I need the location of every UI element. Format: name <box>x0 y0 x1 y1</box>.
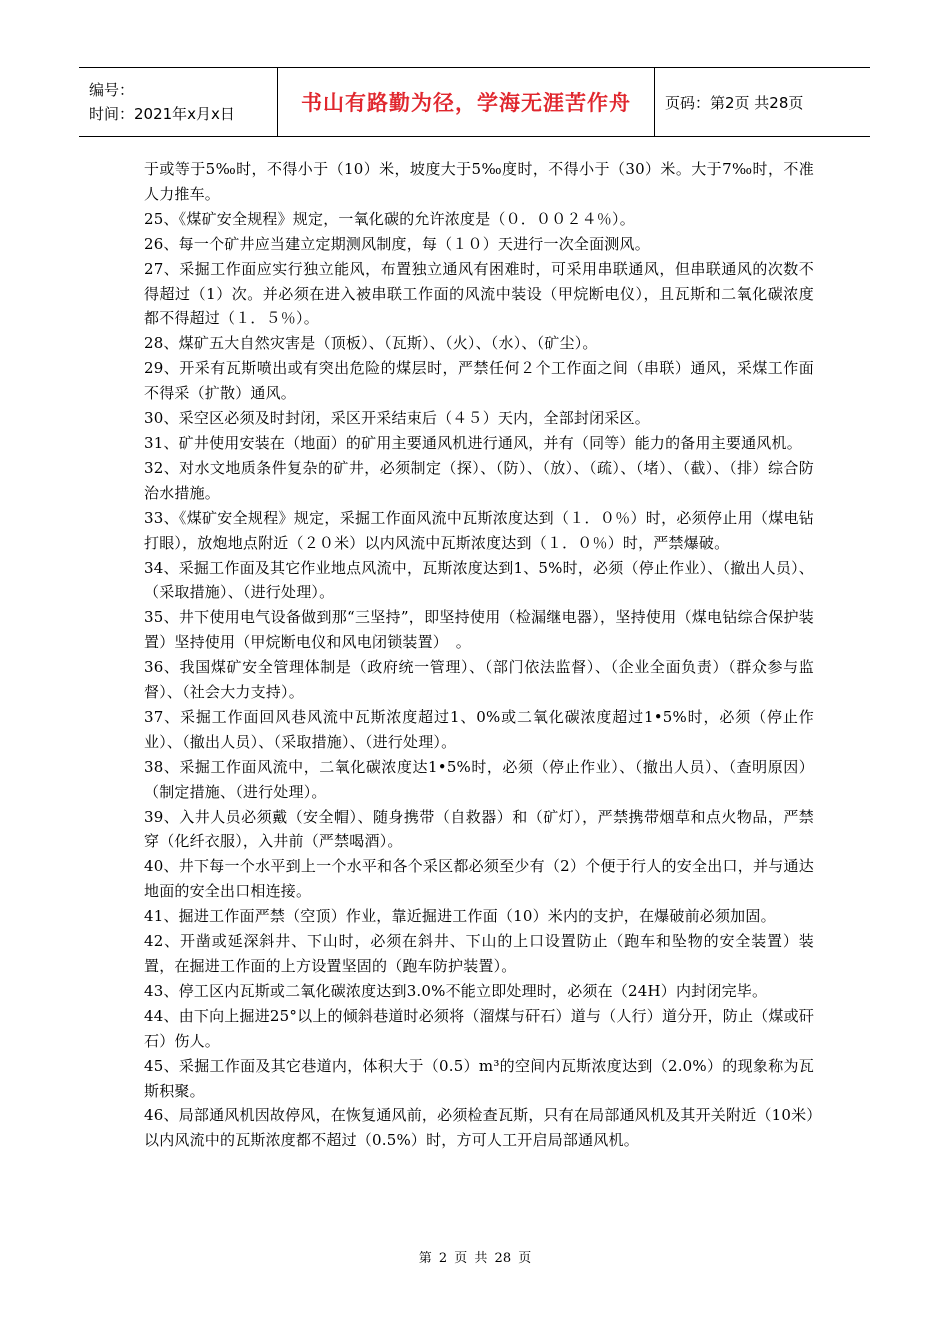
paragraph: 32、对水文地质条件复杂的矿井，必须制定（探）、（防）、（放）、（疏）、（堵）、（截）、（排）综合防治水措施。 <box>144 458 814 502</box>
paragraph: 37、采掘工作面回风巷风流中瓦斯浓度超过1、0%或二氧化碳浓度超过1•5%时，必须（停止作业）、（撤出人员）、（采取措施）、（进行处理）。 <box>144 707 814 751</box>
document-time: 时间：2021年x月x日 <box>89 105 235 123</box>
paragraph: 36、我国煤矿安全管理体制是（政府统一管理）、（部门依法监督）、（企业全面负责）（群众参与监督）、（社会大力支持）。 <box>144 658 814 702</box>
paragraph: 28、煤矿五大自然灾害是（顶板）、（瓦斯）、（火）、（水）、（矿尘）。 <box>144 334 598 353</box>
paragraph: 38、采掘工作面风流中，二氧化碳浓度达1•5%时，必须（停止作业）、（撤出人员）、（查明原因）（制定措施、（进行处理）。 <box>144 757 814 801</box>
header-motto: 书山有路勤为径，学海无涯苦作舟 <box>301 91 631 115</box>
paragraph: 46、局部通风机因故停风，在恢复通风前，必须检查瓦斯，只有在局部通风机及其开关附近（10米）以内风流中的瓦斯浓度都不超过（0.5%）时，方可人工开启局部通风机。 <box>144 1106 814 1150</box>
paragraph: 25、《煤矿安全规程》规定，一氧化碳的允许浓度是（０．００２４％）。 <box>144 209 635 228</box>
paragraph: 42、开凿或延深斜井、下山时，必须在斜井、下山的上口设置防止（跑车和坠物的安全装置）装置，在掘进工作面的上方设置坚固的（跑车防护装置）。 <box>144 932 814 975</box>
paragraph: 40、井下每一个水平到上一个水平和各个采区都必须至少有（2）个便于行人的安全出口，并与通达地面的安全出口相连接。 <box>144 857 814 901</box>
paragraph: 27、采掘工作面应实行独立能风，布置独立通风有困难时，可采用串联通风，但串联通风的次数不得超过（1）次。并必须在进入被串联工作面的风流中装设（甲烷断电仪），且瓦斯和二氧化碳浓度都不得超过（１．５％）。 <box>144 259 814 328</box>
paragraph: 45、采掘工作面及其它巷道内，体积大于（0.5）m³的空间内瓦斯浓度达到（2.0%）的现象称为瓦斯积聚。 <box>144 1056 814 1100</box>
header-meta <box>79 68 277 136</box>
page-footer: 第 2 页 共 28 页 <box>418 1251 532 1266</box>
paragraph: 33、《煤矿安全规程》规定，采掘工作面风流中瓦斯浓度达到（１．０％）时，必须停止用（煤电钻打眼），放炮地点附近（２０米）以内风流中瓦斯浓度达到（１．０％）时，严禁爆破。 <box>144 508 814 552</box>
page-header <box>79 67 870 137</box>
paragraph: 26、每一个矿井应当建立定期测风制度，每（１０）天进行一次全面测风。 <box>144 234 650 253</box>
paragraph: 29、开采有瓦斯喷出或有突出危险的煤层时，严禁任何２个工作面之间（串联）通风，采煤工作面不得采（扩散）通风。 <box>144 359 814 403</box>
paragraph: 35、井下使用电气设备做到那“三坚持”，即坚持使用（检漏继电器），坚持使用（煤电钻综合保护装置）坚持使用（甲烷断电仪和风电闭锁装置） 。 <box>144 608 814 652</box>
paragraph: 30、采空区必须及时封闭，采区开采结束后（４５）天内，全部封闭采区。 <box>144 409 650 428</box>
document-body <box>144 157 814 1153</box>
paragraph: 于或等于5‰时，不得小于（10）米，坡度大于5‰度时，不得小于（30）米。大于7‰时，不准人力推车。 <box>144 160 814 203</box>
paragraph: 44、由下向上掘进25°以上的倾斜巷道时必须将（溜煤与矸石）道与（人行）道分开，防止（煤或矸石）伤人。 <box>144 1006 814 1050</box>
header-page-cell <box>655 68 870 136</box>
header-page-info: 页码：第2页 共28页 <box>665 93 804 112</box>
paragraph: 39、入井人员必须戴（安全帽）、随身携带（自救器）和（矿灯），严禁携带烟草和点火物品，严禁穿（化纤衣服），入井前（严禁喝酒）。 <box>144 807 814 851</box>
paragraph: 43、停工区内瓦斯或二氧化碳浓度达到3.0%不能立即处理时，必须在（24H）内封闭完毕。 <box>144 981 768 1000</box>
header-motto-cell <box>277 68 655 136</box>
paragraph: 34、采掘工作面及其它作业地点风流中，瓦斯浓度达到1、5%时，必须（停止作业）、（撤出人员）、（采取措施）、（进行处理）。 <box>144 558 814 602</box>
paragraph: 31、矿井使用安装在（地面）的矿用主要通风机进行通风，并有（同等）能力的备用主要通风机。 <box>144 433 802 452</box>
paragraph: 41、掘进工作面严禁（空顶）作业，靠近掘进工作面（10）米内的支护，在爆破前必须加固。 <box>144 907 776 926</box>
document-number-label: 编号： <box>89 81 135 99</box>
